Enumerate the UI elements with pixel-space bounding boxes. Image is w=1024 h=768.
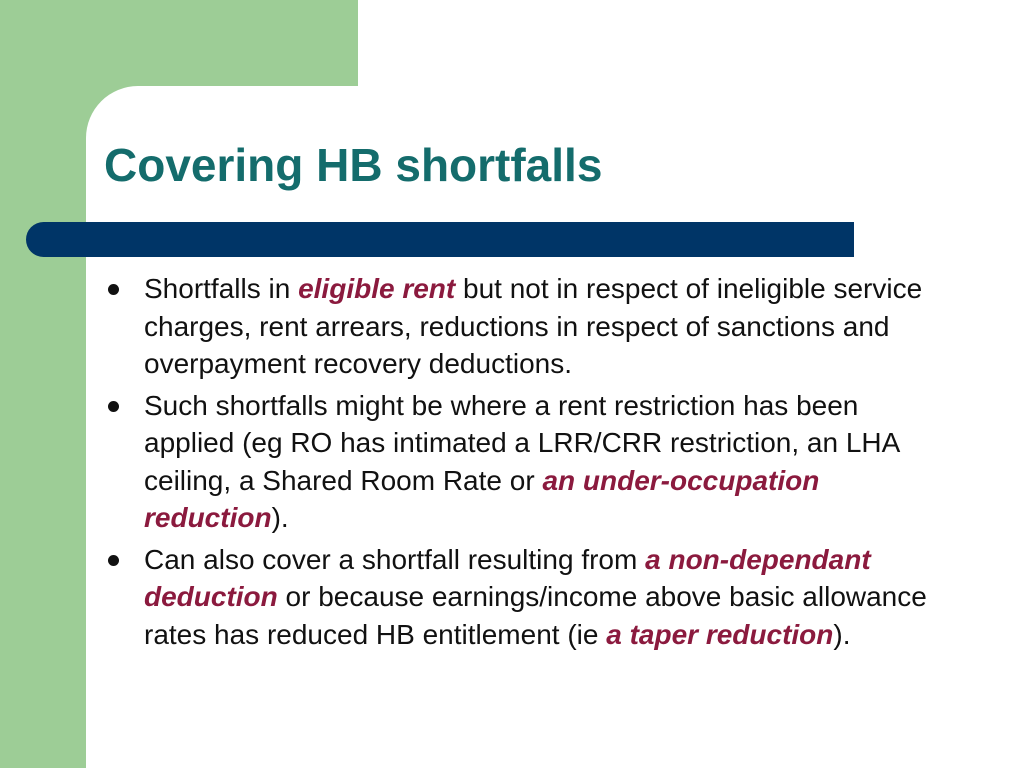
slide-title: Covering HB shortfalls (104, 139, 603, 191)
bullet-3-emphasis-2: a taper reduction (606, 618, 834, 650)
bullet-1-text-before: Shortfalls in (144, 273, 299, 304)
bullet-item-3 (100, 541, 950, 654)
bullet-item-2 (100, 387, 950, 537)
bullet-dot-icon (108, 555, 119, 566)
bullet-3-text-before: Can also cover a shortfall resulting from (144, 543, 646, 575)
bullet-1-emphasis: eligible rent (298, 273, 456, 304)
bullet-3-emphasis: a non-dependant deduction (144, 543, 871, 612)
bullet-dot-icon (108, 401, 119, 412)
bullet-2-text-before: Such shortfalls might be where a rent restriction has been applied (eg RO has intimated a LRR/CRR restriction, an LHA ceiling, a Shared Room Rate or (144, 389, 899, 496)
bullet-2-emphasis: an under-occupation reduction (144, 464, 820, 533)
bullet-3-text-after: ). (833, 618, 851, 650)
title-underline-bar (26, 222, 854, 257)
bullet-2-text-after: ). (271, 502, 289, 533)
bullet-item-1 (100, 270, 950, 383)
bullet-3-text-middle: or because earnings/income above basic allowance rates has reduced HB entitlement (ie (144, 581, 927, 650)
bullet-1-text-after: but not in respect of ineligible service charges, rent arrears, reductions in respect of sanctions and overpayment recovery deductions. (144, 273, 923, 379)
bullet-dot-icon (108, 284, 119, 295)
bullet-list (100, 270, 950, 657)
